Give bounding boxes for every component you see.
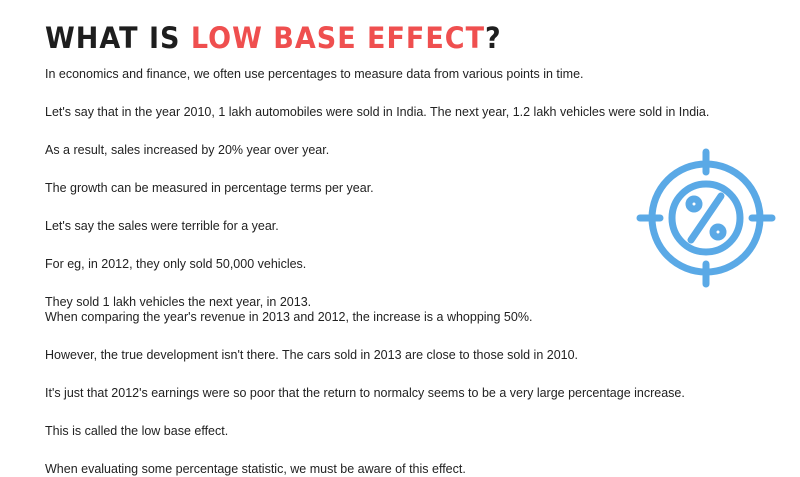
paragraph-intro: In economics and finance, we often use percentages to measure data from various points in time. — [45, 67, 584, 81]
paragraph-comparison: When comparing the year's revenue in 2013 and 2012, the increase is a whopping 50%. — [45, 310, 533, 324]
paragraph-definition: This is called the low base effect. — [45, 424, 229, 438]
title-suffix: ? — [485, 22, 502, 56]
paragraph-conclusion: When evaluating some percentage statistic, we must be aware of this effect. — [45, 462, 466, 476]
percent-dot-bottom — [713, 227, 723, 237]
paragraph-2012: For eg, in 2012, they only sold 50,000 vehicles. — [45, 257, 307, 271]
title-prefix: WHAT IS — [45, 22, 191, 56]
paragraph-growth-20: As a result, sales increased by 20% year over year. — [45, 143, 330, 157]
paragraph-true-development: However, the true development isn't there. The cars sold in 2013 are close to those sold in 2010. — [45, 348, 579, 362]
page-title — [45, 22, 502, 55]
paragraph-growth-measure: The growth can be measured in percentage terms per year. — [45, 181, 374, 195]
percentage-target-icon — [636, 148, 776, 288]
title-highlight: LOW BASE EFFECT — [190, 22, 486, 56]
paragraph-2013: They sold 1 lakh vehicles the next year, in 2013. — [45, 295, 312, 309]
paragraph-normalcy: It's just that 2012's earnings were so poor that the return to normalcy seems to be a very large percentage increase. — [45, 386, 685, 400]
percent-dot-top — [689, 199, 699, 209]
paragraph-bad-year: Let's say the sales were terrible for a year. — [45, 219, 279, 233]
paragraph-example-2010: Let's say that in the year 2010, 1 lakh automobiles were sold in India. The next year, 1.2 lakh vehicles were sold in India. — [45, 105, 710, 119]
